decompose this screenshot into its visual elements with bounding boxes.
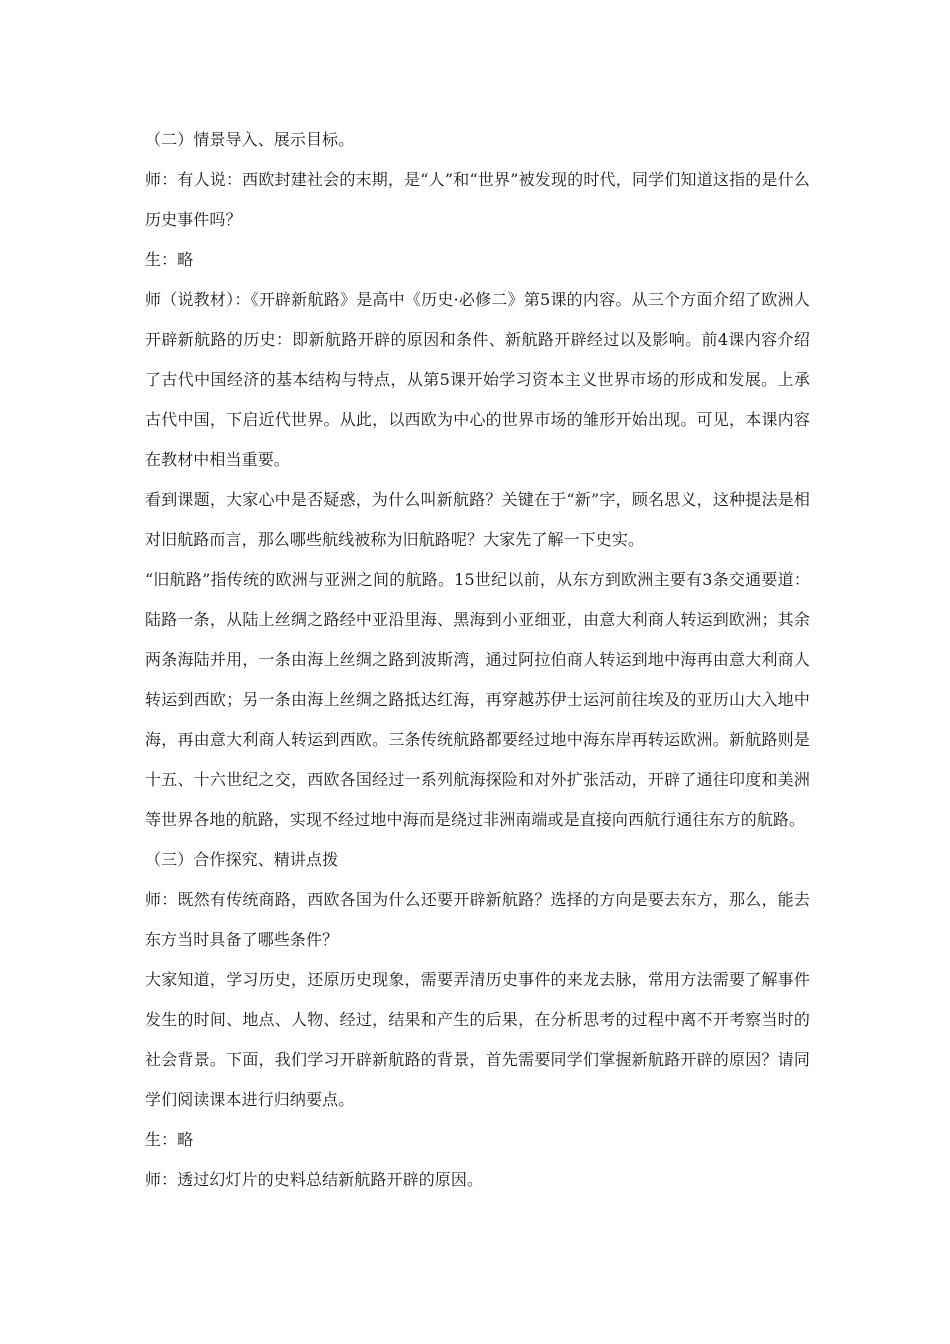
history-method-paragraph: 大家知道，学习历史，还原历史现象，需要弄清历史事件的来龙去脉，常用方法需要了解事件发生的时间、地点、人物、经过，结果和产生的后果，在分析思考的过程中离不开考察当时的社会背景。下面，我们学习开辟新航路的背景，首先需要同学们掌握新航路开辟的原因？请同学们阅读课本进行归纳要点。 xyxy=(145,970,810,1109)
section-heading-3: （三）合作探究、精讲点拨 xyxy=(145,850,339,869)
document-page xyxy=(145,120,810,1200)
old-route-paragraph: “旧航路”指传统的欧洲与亚洲之间的航路。15世纪以前，从东方到欧洲主要有3条交通要道：陆路一条，从陆上丝绸之路经中亚沿里海、黑海到小亚细亚，由意大利商人转运到欧洲；其余两条海陆并用，一条由海上丝绸之路到波斯湾，通过阿拉伯商人转运到地中海再由意大利商人转运到西欧；另一条由海上丝绸之路抵达红海，再穿越苏伊士运河前往埃及的亚历山大入地中海，再由意大利商人转运到西欧。三条传统航路都要经过地中海东岸再转运欧洲。新航路则是十五、十六世纪之交，西欧各国经过一系列航海探险和对外扩张活动，开辟了通往印度和美洲等世界各地的航路，实现不经过地中海而是绕过非洲南端或是直接向西航行通往东方的航路。 xyxy=(145,570,810,829)
student-reply-2: 生：略 xyxy=(145,1130,194,1149)
teacher-textbook-explanation: 师（说教材）：《开辟新航路》是高中《历史·必修二》第5课的内容。从三个方面介绍了欧洲人开辟新航路的历史：即新航路开辟的原因和条件、新航路开辟经过以及影响。前4课内容介绍了古代中国经济的基本结构与特点，从第5课开始学习资本主义世界市场的形成和发展。上承古代中国，下启近代世界。从此，以西欧为中心的世界市场的雏形开始出现。可见，本课内容在教材中相当重要。 xyxy=(145,290,810,469)
topic-question-paragraph: 看到课题，大家心中是否疑惑，为什么叫新航路？关键在于“新”字，顾名思义，这种提法是相对旧航路而言，那么哪些航线被称为旧航路呢？大家先了解一下史实。 xyxy=(145,490,810,549)
teacher-why-question: 师：既然有传统商路，西欧各国为什么还要开辟新航路？选择的方向是要去东方，那么，能去东方当时具备了哪些条件？ xyxy=(145,890,810,949)
section-heading-2: （二）情景导入、展示目标。 xyxy=(145,130,355,149)
teacher-slide-summary: 师：透过幻灯片的史料总结新航路开辟的原因。 xyxy=(145,1170,484,1189)
student-reply-1: 生：略 xyxy=(145,250,194,269)
teacher-intro-question: 师：有人说：西欧封建社会的末期，是“人”和“世界”被发现的时代，同学们知道这指的是什么历史事件吗？ xyxy=(145,170,810,229)
